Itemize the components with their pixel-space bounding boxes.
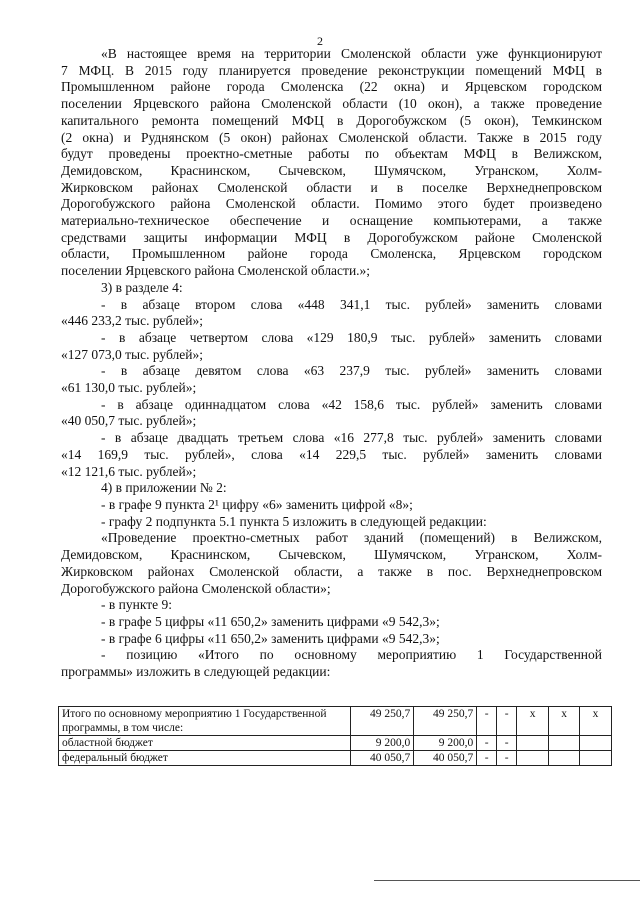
text-line: - в графе 5 цифры «11 650,2» заменить цифрами «9 542,3»;	[101, 613, 440, 629]
text-line: «12 121,6 тыс. рублей»;	[61, 463, 197, 479]
text-line: - в абзаце одиннадцатом слова «42 158,6 тыс. рублей» заменить словами	[101, 396, 602, 412]
table-cell-label: областной бюджет	[59, 736, 351, 751]
table-cell-value: х	[517, 707, 549, 736]
text-line: 7 МФЦ. В 2015 году планируется проведение реконструкции помещений МФЦ в	[61, 62, 602, 78]
text-line: будут проведены проектно-сметные работы по объектам МФЦ в Велижском,	[61, 146, 602, 162]
table-row	[59, 736, 612, 751]
table-row	[59, 707, 612, 736]
text-line: «Проведение проектно-сметных работ зданий (помещений) в Велижском,	[101, 530, 602, 546]
table-cell-label: федеральный бюджет	[59, 751, 351, 766]
table-cell-value	[580, 736, 612, 751]
text-line: - в графе 9 пункта 2¹ цифру «6» заменить цифрой «8»;	[101, 496, 413, 512]
page-number: 2	[317, 34, 323, 48]
text-line: Демидовском, Краснинском, Сычевском, Шумячском, Угранском, Холм-	[61, 162, 602, 178]
table-cell-value	[549, 751, 580, 766]
text-line: - в абзаце четвертом слова «129 180,9 тыс. рублей» заменить словами	[101, 329, 602, 345]
text-line: средствами защиты информации МФЦ в Дорогобужском районе Смоленской	[61, 229, 602, 245]
text-line: «446 233,2 тыс. рублей»;	[61, 313, 203, 329]
table-cell-value: 49 250,7	[351, 707, 414, 736]
table-cell-value: 40 050,7	[414, 751, 477, 766]
table-cell-value: -	[497, 707, 517, 736]
text-line: капитального ремонта помещений МФЦ в Дорогобужском (5 окон), Темкинском	[61, 112, 602, 128]
table-cell-value: -	[497, 751, 517, 766]
table-cell-value: -	[477, 707, 497, 736]
table-cell-value: -	[497, 736, 517, 751]
table-cell-value	[517, 751, 549, 766]
table-cell-value: х	[549, 707, 580, 736]
text-line: области, Промышленном районе города Смоленска, Ярцевском городском	[61, 246, 602, 262]
text-line: 3) в разделе 4:	[101, 279, 183, 295]
footer-rule	[374, 880, 640, 881]
table-cell-value: -	[477, 751, 497, 766]
table-cell-value	[517, 736, 549, 751]
table-cell-value: 40 050,7	[351, 751, 414, 766]
table-cell-value	[549, 736, 580, 751]
text-line: - в пункте 9:	[101, 597, 172, 613]
text-line: материально-техническое обеспечение и оснащение компьютерами, а также	[61, 213, 602, 229]
text-line: поселении Ярцевского района Смоленской области (10 окон), а также проведение	[61, 96, 602, 112]
table-cell-value: 9 200,0	[414, 736, 477, 751]
text-line: 4) в приложении № 2:	[101, 480, 227, 496]
text-line: - позицию «Итого по основному мероприятию 1 Государственной	[101, 647, 602, 663]
text-line: - в абзаце втором слова «448 341,1 тыс. рублей» заменить словами	[101, 296, 602, 312]
text-line: «127 073,0 тыс. рублей»;	[61, 346, 203, 362]
table-cell-value: 9 200,0	[351, 736, 414, 751]
table-cell-value: -	[477, 736, 497, 751]
table-cell-label: Итого по основному мероприятию 1 Государственной программы, в том числе:	[59, 707, 351, 736]
text-line: «40 050,7 тыс. рублей»;	[61, 413, 197, 429]
text-line: Жирковском районах Смоленской области, а также в пос. Верхнеднепровском	[61, 563, 602, 579]
text-line: Дорогобужского района Смоленской области»;	[61, 580, 331, 596]
text-line: - в абзаце девятом слова «63 237,9 тыс. рублей» заменить словами	[101, 363, 602, 379]
text-line: (2 окна) и Руднянском (5 окон) районах Смоленской области. Также в 2015 году	[61, 129, 602, 145]
text-line: Жирковском районах Смоленской области и в поселке Верхнеднепровском	[61, 179, 602, 195]
budget-table	[58, 706, 612, 766]
text-line: - в графе 6 цифры «11 650,2» заменить цифрами «9 542,3»;	[101, 630, 440, 646]
text-line: «61 130,0 тыс. рублей»;	[61, 380, 197, 396]
table-cell-value: х	[580, 707, 612, 736]
budget-table-wrap	[58, 706, 612, 766]
text-line: - в абзаце двадцать третьем слова «16 277,8 тыс. рублей» заменить словами	[101, 430, 602, 446]
text-line: Дорогобужского района Смоленской области. Помимо этого будет произведено	[61, 196, 602, 212]
text-line: поселении Ярцевского района Смоленской области.»;	[61, 263, 371, 279]
table-row	[59, 751, 612, 766]
text-line: «14 169,9 тыс. рублей», слова «14 229,5 тыс. рублей» заменить словами	[61, 446, 602, 462]
text-line: Промышленном районе города Смоленска (22 окна) и Ярцевском городском	[61, 79, 602, 95]
text-line: «В настоящее время на территории Смоленской области уже функционируют	[101, 46, 602, 61]
document-body	[61, 46, 602, 681]
text-line: Демидовском, Краснинском, Сычевском, Шумячском, Угранском, Холм-	[61, 547, 602, 563]
text-line: программы» изложить в следующей редакции:	[61, 664, 331, 680]
table-cell-value	[580, 751, 612, 766]
table-cell-value: 49 250,7	[414, 707, 477, 736]
text-line: - графу 2 подпункта 5.1 пункта 5 изложить в следующей редакции:	[101, 513, 487, 529]
